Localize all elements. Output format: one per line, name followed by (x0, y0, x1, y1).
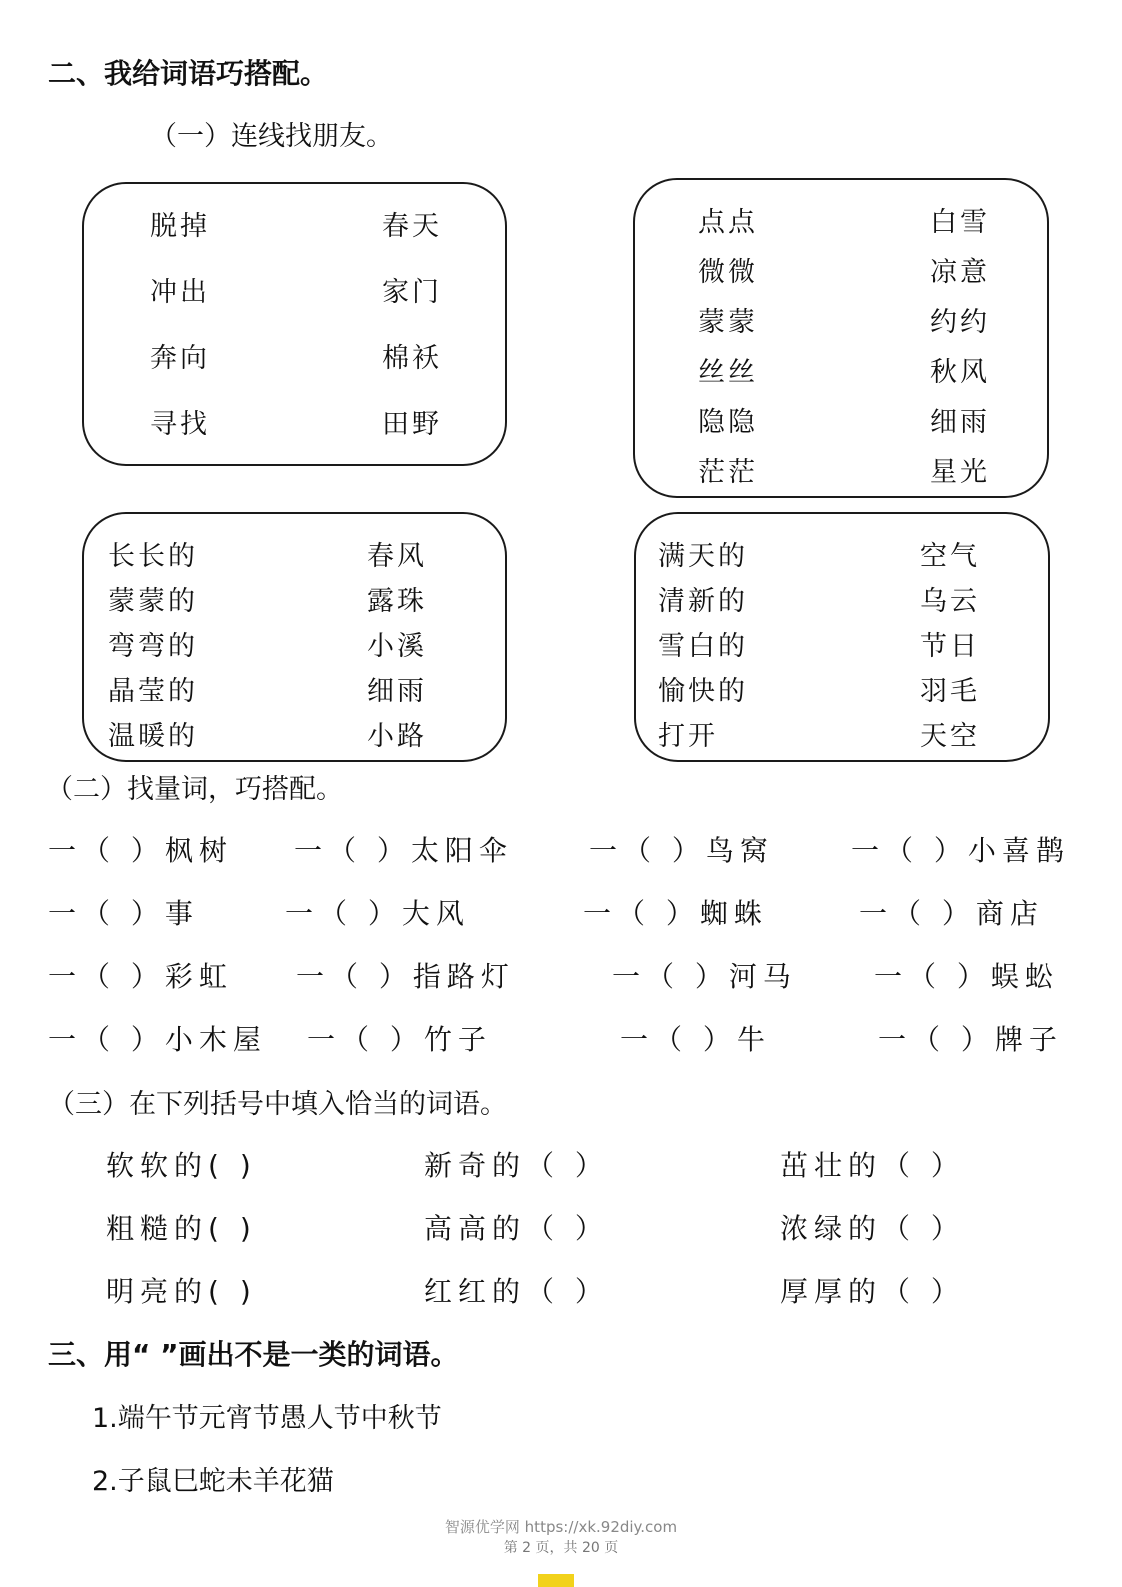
fill-row (0, 1144, 1122, 1184)
section-3-item-1: 1.端午节元宵节愚人节中秋节 (92, 1403, 442, 1434)
measure-item: 一（ ）小喜鹊 (851, 834, 1070, 867)
match-box-4-left (658, 534, 748, 753)
section-2-title: 二、我给词语巧搭配。 (48, 57, 329, 90)
match-box-3-right (367, 534, 427, 753)
word: 星光 (930, 457, 990, 488)
section-3-title: 三、用“ ”画出不是一类的词语。 (48, 1338, 459, 1371)
word: 点点 (698, 207, 758, 238)
part-3-title: （三）在下列括号中填入恰当的词语。 (48, 1089, 507, 1120)
match-box-2-left (698, 200, 758, 489)
word: 露珠 (367, 586, 427, 617)
match-box-2 (633, 178, 1049, 498)
watermark-text: 智源优学网 https://xk.92diy.com (444, 1518, 678, 1536)
measure-item: 一（ ）指路灯 (296, 960, 515, 993)
measure-item: 一（ ）事 (48, 897, 199, 930)
word: 冲出 (150, 277, 210, 308)
word: 隐隐 (698, 407, 758, 438)
measure-item: 一（ ）蜘蛛 (583, 897, 768, 930)
word: 蒙蒙的 (108, 586, 198, 617)
word: 寻找 (150, 409, 210, 440)
measure-item: 一（ ）彩虹 (48, 960, 233, 993)
word: 棉袄 (382, 343, 442, 374)
word: 蒙蒙 (698, 307, 758, 338)
word: 秋风 (930, 357, 990, 388)
measure-row (0, 955, 1122, 995)
word: 茫茫 (698, 457, 758, 488)
fill-row (0, 1270, 1122, 1310)
match-box-3-left (108, 534, 198, 753)
match-box-4 (634, 512, 1050, 762)
fill-item: 茁壮的（ ） (780, 1149, 965, 1182)
word: 约约 (930, 307, 990, 338)
word: 脱掉 (150, 211, 210, 242)
measure-item: 一（ ）河马 (612, 960, 797, 993)
word: 凉意 (930, 257, 990, 288)
match-box-2-right (930, 200, 990, 489)
word: 长长的 (108, 541, 198, 572)
page-number: 第 2 页，共 20 页 (503, 1540, 619, 1556)
fill-item: 浓绿的（ ） (780, 1212, 965, 1245)
word: 弯弯的 (108, 631, 198, 662)
part-2-title: （二）找量词，巧搭配。 (46, 774, 343, 805)
word: 细雨 (930, 407, 990, 438)
word: 愉快的 (658, 676, 748, 707)
measure-item: 一（ ）小木屋 (48, 1023, 267, 1056)
measure-item: 一（ ）蜈蚣 (874, 960, 1059, 993)
word: 奔向 (150, 343, 210, 374)
measure-item: 一（ ）竹子 (307, 1023, 492, 1056)
measure-row (0, 892, 1122, 932)
word: 晶莹的 (108, 676, 198, 707)
word: 细雨 (367, 676, 427, 707)
word: 温暖的 (108, 721, 198, 752)
page-footer (0, 1516, 1122, 1557)
word: 小路 (367, 721, 427, 752)
match-box-1-right (382, 204, 442, 441)
measure-item: 一（ ）商店 (859, 897, 1044, 930)
section-3-item-2: 2.子鼠巳蛇未羊花猫 (92, 1466, 334, 1497)
word: 田野 (382, 409, 442, 440)
measure-row (0, 1018, 1122, 1058)
word: 春风 (367, 541, 427, 572)
part-1-title: （一）连线找朋友。 (150, 121, 393, 152)
fill-item: 粗糙的( ) (106, 1212, 257, 1245)
measure-item: 一（ ）牌子 (878, 1023, 1063, 1056)
measure-item: 一（ ）太阳伞 (294, 834, 513, 867)
measure-item: 一（ ）鸟窝 (589, 834, 774, 867)
word: 雪白的 (658, 631, 748, 662)
word: 家门 (382, 277, 442, 308)
word: 乌云 (920, 586, 980, 617)
fill-row (0, 1207, 1122, 1247)
word: 微微 (698, 257, 758, 288)
word: 小溪 (367, 631, 427, 662)
footer-mark (538, 1574, 574, 1587)
fill-item: 高高的（ ） (424, 1212, 609, 1245)
fill-item: 软软的( ) (106, 1149, 257, 1182)
word: 羽毛 (920, 676, 980, 707)
word: 清新的 (658, 586, 748, 617)
match-box-4-right (920, 534, 980, 753)
measure-item: 一（ ）牛 (620, 1023, 771, 1056)
match-box-3 (82, 512, 507, 762)
fill-item: 明亮的( ) (106, 1275, 257, 1308)
word: 节日 (920, 631, 980, 662)
match-box-1-left (150, 204, 210, 441)
match-box-1 (82, 182, 507, 466)
word: 天空 (920, 721, 980, 752)
word: 空气 (920, 541, 980, 572)
measure-item: 一（ ）大风 (285, 897, 470, 930)
measure-item: 一（ ）枫树 (48, 834, 233, 867)
fill-item: 厚厚的（ ） (780, 1275, 965, 1308)
word: 白雪 (930, 207, 990, 238)
fill-item: 新奇的（ ） (424, 1149, 609, 1182)
measure-row (0, 829, 1122, 869)
fill-item: 红红的（ ） (424, 1275, 609, 1308)
word: 丝丝 (698, 357, 758, 388)
word: 春天 (382, 211, 442, 242)
word: 打开 (658, 721, 718, 752)
word: 满天的 (658, 541, 748, 572)
